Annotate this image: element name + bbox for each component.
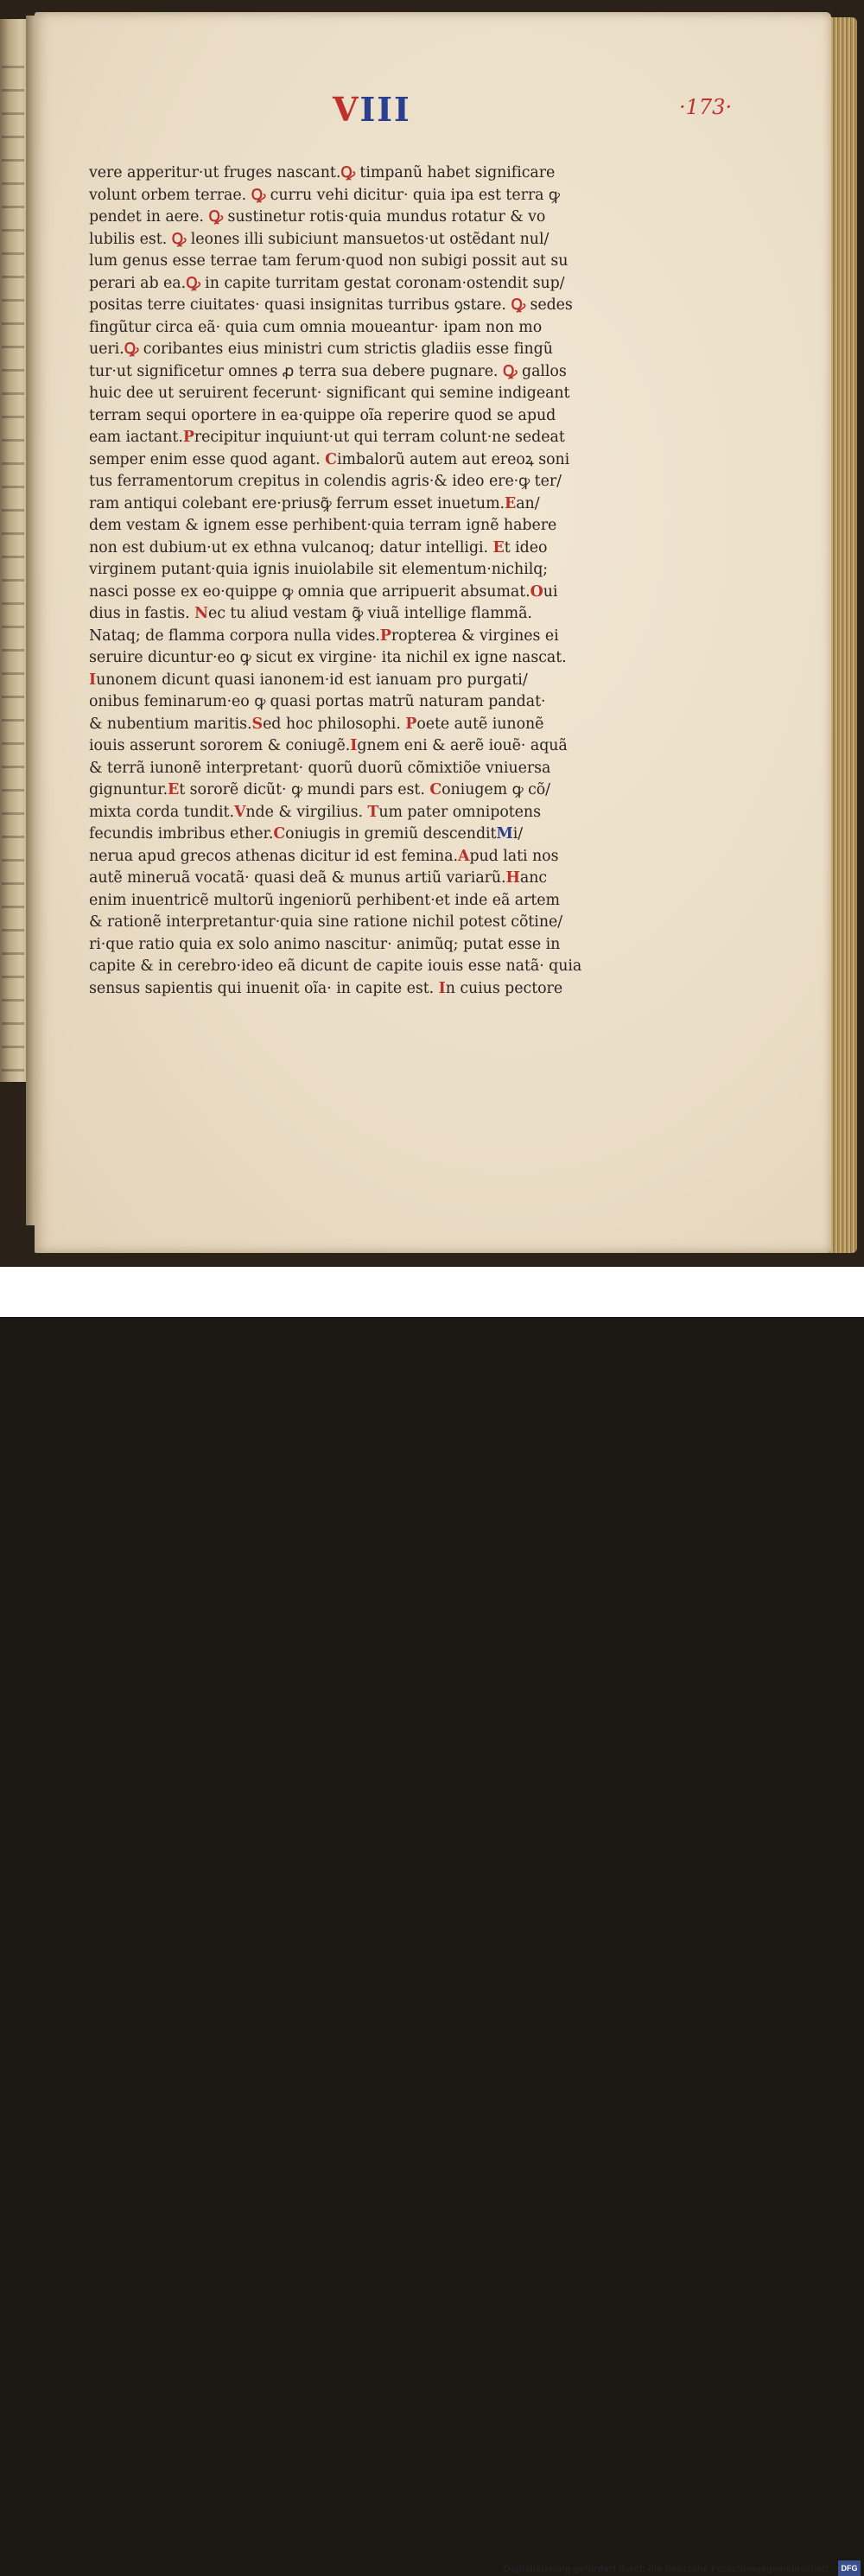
text-line: pendet in aere. Ꝙ sustinetur rotis·quia mundus rotatur & vo [89,208,546,226]
text-line: Nataq; de flamma corpora nulla vides.Propterea & virgines ei [89,627,559,645]
text-line: enim inuentricẽ multorũ ingeniorũ perhibent·et inde eã artem [89,891,560,909]
text-line: ri·que ratio quia ex solo animo nascitur· animũq; putat esse in [89,935,561,953]
text-line: & nubentium maritis.Sed hoc philosophi. Poete autẽ iunonẽ [89,715,544,733]
text-line: & rationẽ interpretantur·quia sine ratione nichil potest cõtine/ [89,913,563,931]
text-line: nasci posse ex eo·quippe ꝙ omnia que arripuerit absumat.Oui [89,582,558,601]
text-block [89,162,616,1000]
page-edges [829,17,857,1253]
text-line: terram sequi oportere in ea·quippe oĩa reperire quod se apud [89,406,556,424]
text-line: gignuntur.Et sororẽ dicũt· ꝙ mundi pars est. Coniugem ꝙ cõ/ [89,781,550,798]
text-line: nerua apud grecos athenas dicitur id est femina.Apud lati nos [89,847,559,865]
running-head-blue: III [359,90,411,129]
text-line: perari ab ea.Ꝙ in capite turritam gestat coronam·ostendit sup/ [89,274,565,292]
text-line: capite & in cerebro·ideo eã dicunt de capite iouis esse natã· quia [89,957,582,975]
dfg-logo-icon: DFG [838,2560,861,2576]
text-line: ueri.Ꝙ coribantes eius ministri cum strictis gladiis esse fingũ [89,340,553,358]
running-head-red: V [333,90,360,129]
text-line: tur·ut significetur omnes ꝓ terra sua debere pugnare. Ꝙ gallos [89,362,567,380]
text-line: mixta corda tundit.Vnde & virgilius. Tum pater omnipotens [89,803,541,821]
folio-number: ·173· [679,95,733,119]
text-line: eam iactant.Precipitur inquiunt·ut qui terram colunt·ne sedeat [89,429,565,446]
text-line: virginem putant·quia ignis inuiolabile sit elementum·nichilq; [89,561,549,578]
text-line: lum genus esse terrae tam ferum·quod non subigi possit aut su [89,252,569,270]
text-line: positas terre ciuitates· quasi insignitas turribus ꝯstare. Ꝙ sedes [89,296,573,314]
text-line: dius in fastis. Nec tu aliud vestam ꝙ̃ viuã intellige flammã. [89,605,532,622]
text-line: lubilis est. Ꝙ leones illi subiciunt mansuetos·ut ostẽdant nul/ [89,230,550,248]
text-line: onibus feminarum·eo ꝙ quasi portas matrũ naturam pandat· [89,693,546,710]
text-line: iouis asserunt sororem & coniugẽ.Ignem eni & aerẽ iouẽ· aquã [89,737,568,754]
text-line: seruire dicuntur·eo ꝙ sicut ex virgine· ita nichil ex igne nascat. [89,649,567,666]
text-line: & terrã iunonẽ interpretant· quorũ duorũ cõmixtiõe vniuersa [89,759,551,777]
left-page-edge [0,19,27,1082]
text-line: sensus sapientis qui inuenit oĩa· in capite est. In cuius pectore [89,979,563,997]
running-head [333,90,411,129]
text-line: autẽ mineruã vocatã· quasi deã & munus artiũ variarũ.Hanc [89,869,548,887]
book-scan [0,0,864,1267]
text-line: non est dubium·ut ex ethna vulcanoq; datur intelligi. Et ideo [89,538,548,557]
text-line: fingũtur circa eã· quia cum omnia moueantur· ipam non mo [89,318,543,336]
footer-strip [0,1267,864,2574]
text-line: ram antiqui colebant ere·priusꝙ̃ ferrum esset inuetum.Ean/ [89,494,540,512]
text-line: Iunonem dicunt quasi ianonem·id est ianuam pro purgati/ [89,671,528,689]
text-line: fecundis imbribus ether.Coniugis in gremiũ descenditMi/ [89,825,524,843]
funding-credit: Digitalisierung gefördert durch die Deutsche Forschungsgemeinschaft · [503,2564,835,2574]
text-line: volunt orbem terrae. Ꝙ curru vehi dicitur· quia ipa est terra ꝙ [89,186,560,204]
text-line: dem vestam & ignem esse perhibent·quia terram ignẽ habere [89,517,557,534]
text-line: vere apperitur·ut fruges nascant.Ꝙ timpanũ habet significare [89,164,556,181]
text-line: semper enim esse quod agant. Cimbalorũ autem aut ereoꝝ soni [89,450,570,468]
text-line: tus ferramentorum crepitus in colendis agris·& ideo ere·ꝙ ter/ [89,473,562,490]
left-page-text-fragment [2,54,24,1073]
text-line: huic dee ut seruirent fecerunt· significant qui semine indigeant [89,385,570,402]
